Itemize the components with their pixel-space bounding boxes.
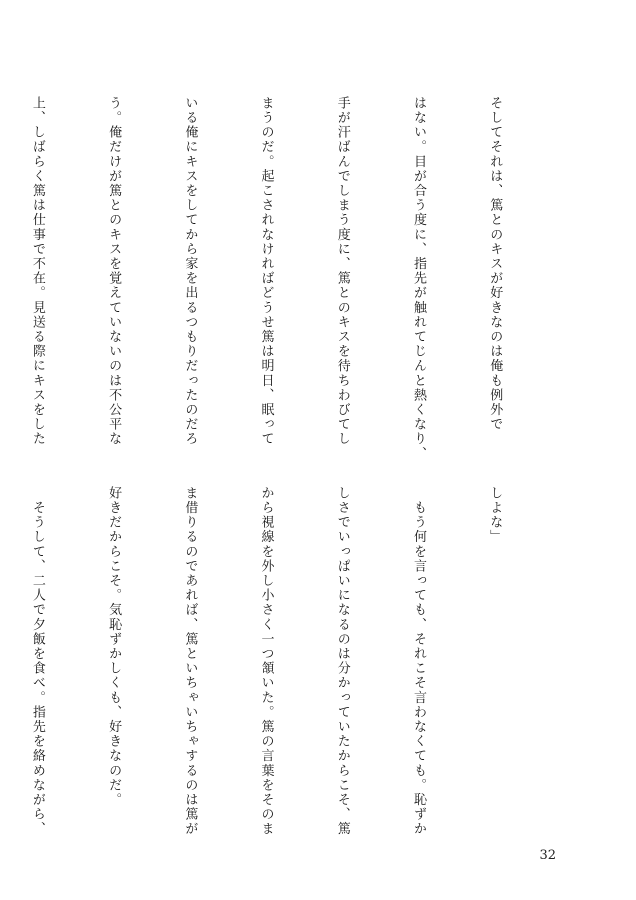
text-column: 上、しばらく篤は仕事で不在。見送る際にキスをした bbox=[29, 96, 45, 447]
text-column: しさでいっぱいになるのは分かっていたからこそ、篤 bbox=[334, 486, 350, 837]
text-block-lower bbox=[29, 486, 558, 837]
text-column: う。俺だけが篤とのキスを覚えていないのは不公平な bbox=[106, 96, 122, 447]
text-column: まうのだ。起こされなければどうせ篤は明日、眠って bbox=[258, 96, 274, 447]
text-column: ま借りるのであれば、篤といちゃいちゃするのは篤が bbox=[182, 486, 198, 837]
dialogue-column: しよな」 bbox=[487, 486, 503, 545]
text-column: から視線を外し小さく一つ頷いた。篤の言葉をそのま bbox=[258, 486, 274, 837]
text-column: 手が汗ばんでしまう度に、篤とのキスを待ちわびてし bbox=[334, 96, 350, 447]
text-column: そしてそれは、篤とのキスが好きなのは俺も例外で bbox=[487, 96, 503, 432]
text-column: いる俺にキスをしてから家を出るつもりだったのだろ bbox=[182, 96, 198, 447]
text-column: そうして、二人で夕飯を食べ。指先を絡めながら、 bbox=[29, 486, 45, 837]
text-block-upper bbox=[29, 96, 558, 461]
text-column: 好きだからこそ。気恥ずかしくも、好きなのだ。 bbox=[106, 486, 122, 808]
text-column: はない。目が合う度に、指先が触れてじんと熱くなり、 bbox=[410, 96, 426, 461]
text-column: もう何を言っても、それこそ言わなくても。恥ずか bbox=[410, 486, 426, 837]
page-number: 32 bbox=[539, 848, 556, 863]
